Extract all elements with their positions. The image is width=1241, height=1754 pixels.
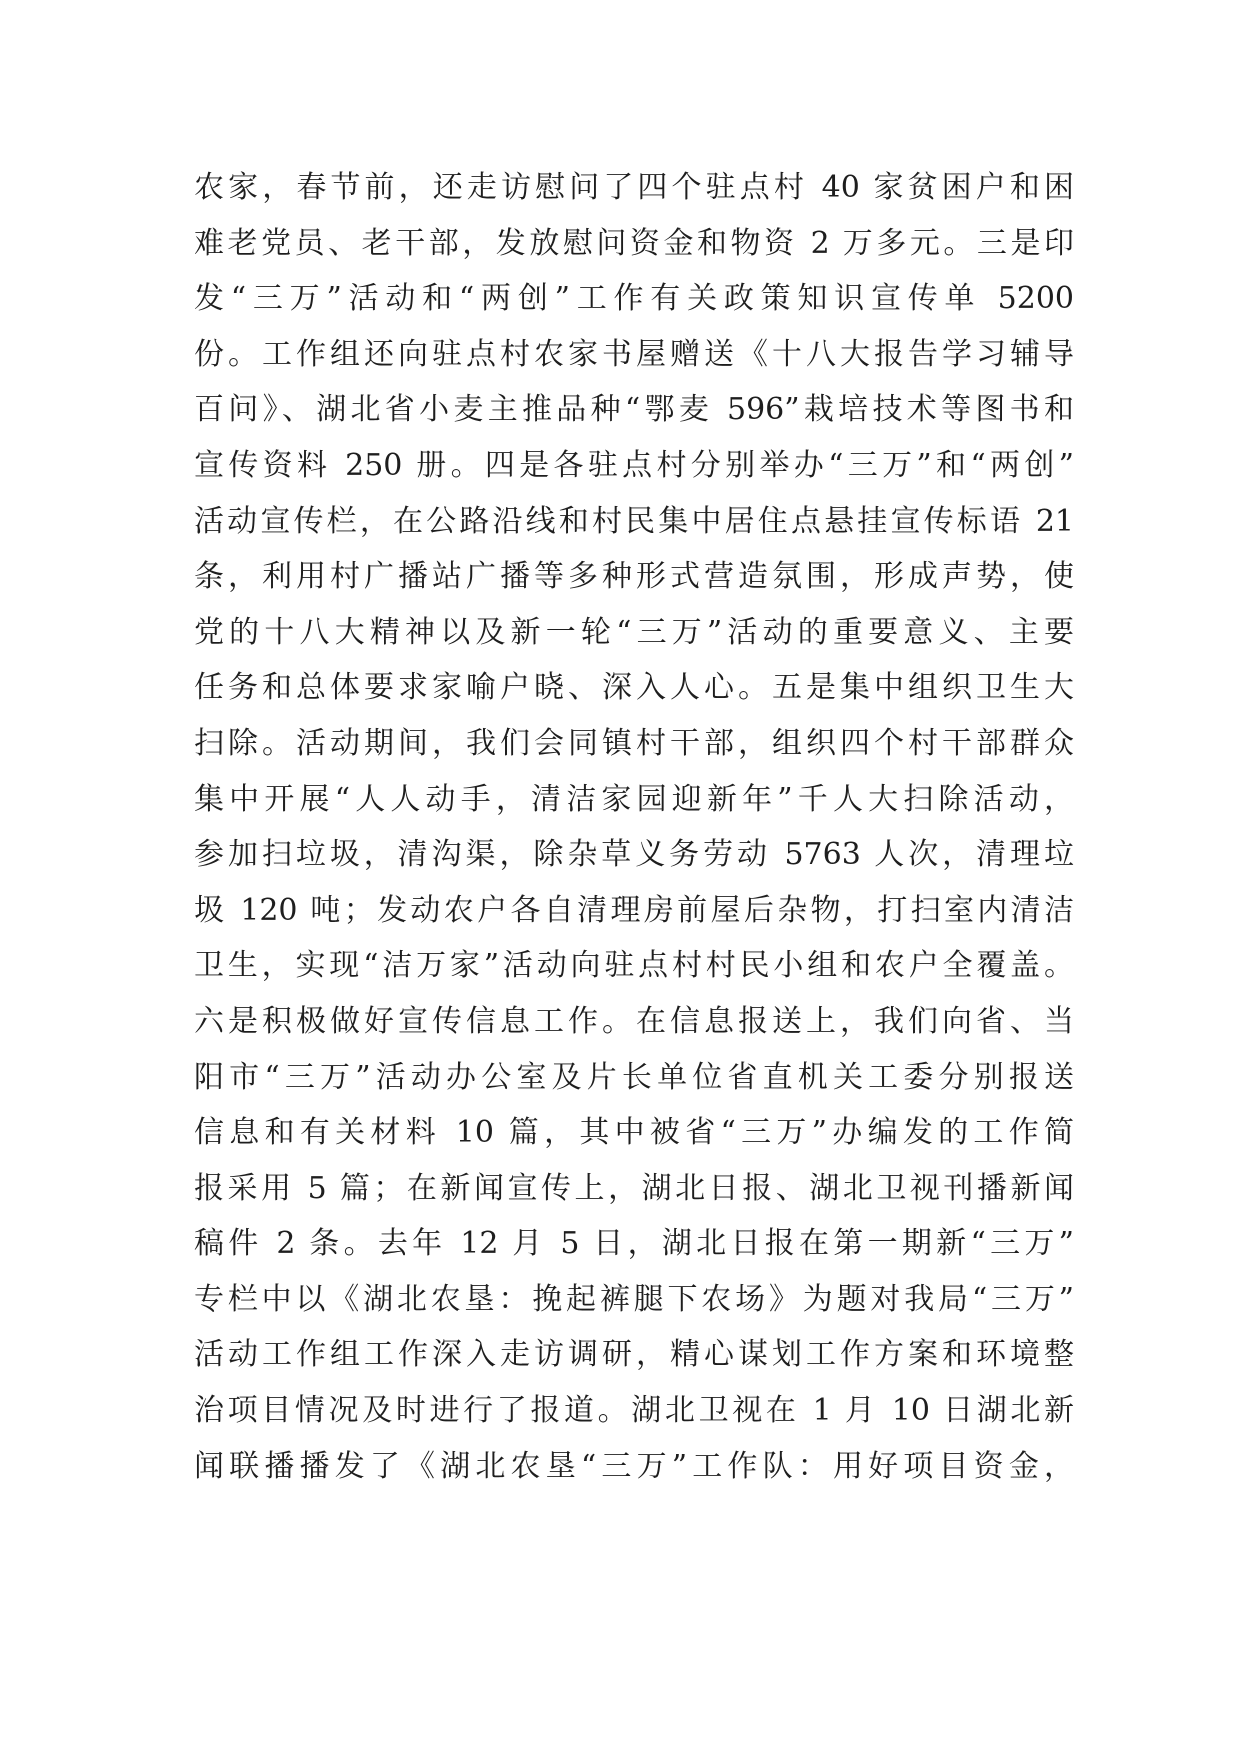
text-line: 活动宣传栏，在公路沿线和村民集中居住点悬挂宣传标语 21 <box>194 503 1074 539</box>
text-line: 圾 120 吨；发动农户各自清理房前屋后杂物，打扫室内清洁 <box>194 892 1074 928</box>
text-line: 集中开展“人人动手，清洁家园迎新年”千人大扫除活动， <box>194 781 1074 817</box>
text-line: 扫除。活动期间，我们会同镇村干部，组织四个村干部群众 <box>194 725 1074 761</box>
text-line: 宣传资料 250 册。四是各驻点村分别举办“三万”和“两创” <box>194 447 1074 483</box>
text-line: 党的十八大精神以及新一轮“三万”活动的重要意义、主要 <box>194 614 1074 650</box>
text-line: 发“三万”活动和“两创”工作有关政策知识宣传单 5200 <box>194 281 1074 317</box>
text-line: 农家，春节前，还走访慰问了四个驻点村 40 家贫困户和困 <box>194 170 1074 205</box>
text-line: 信息和有关材料 10 篇，其中被省“三万”办编发的工作简 <box>194 1115 1074 1151</box>
text-line: 报采用 5 篇；在新闻宣传上，湖北日报、湖北卫视刊播新闻 <box>194 1170 1074 1206</box>
body-text <box>194 160 1074 1494</box>
text-line: 闻联播播发了《湖北农垦“三万”工作队：用好项目资金， <box>194 1448 1074 1484</box>
text-line: 份。工作组还向驻点村农家书屋赠送《十八大报告学习辅导 <box>194 336 1074 372</box>
text-line: 活动工作组工作深入走访调研，精心谋划工作方案和环境整 <box>194 1337 1074 1373</box>
text-line: 百问》、湖北省小麦主推品种“鄂麦 596”栽培技术等图书和 <box>194 392 1074 428</box>
text-line: 卫生，实现“洁万家”活动向驻点村村民小组和农户全覆盖。 <box>194 948 1074 984</box>
text-line: 治项目情况及时进行了报道。湖北卫视在 1 月 10 日湖北新 <box>194 1393 1074 1429</box>
text-line: 专栏中以《湖北农垦：挽起裤腿下农场》为题对我局“三万” <box>194 1281 1074 1317</box>
text-line: 参加扫垃圾，清沟渠，除杂草义务劳动 5763 人次，清理垃 <box>194 837 1074 873</box>
text-line: 条，利用村广播站广播等多种形式营造氛围，形成声势，使 <box>194 559 1074 595</box>
text-line: 阳市“三万”活动办公室及片长单位省直机关工委分别报送 <box>194 1059 1074 1095</box>
text-line: 难老党员、老干部，发放慰问资金和物资 2 万多元。三是印 <box>194 225 1074 261</box>
text-line: 任务和总体要求家喻户晓、深入人心。五是集中组织卫生大 <box>194 670 1074 706</box>
text-line: 稿件 2 条。去年 12 月 5 日，湖北日报在第一期新“三万” <box>194 1226 1074 1262</box>
text-line: 六是积极做好宣传信息工作。在信息报送上，我们向省、当 <box>194 1003 1074 1039</box>
